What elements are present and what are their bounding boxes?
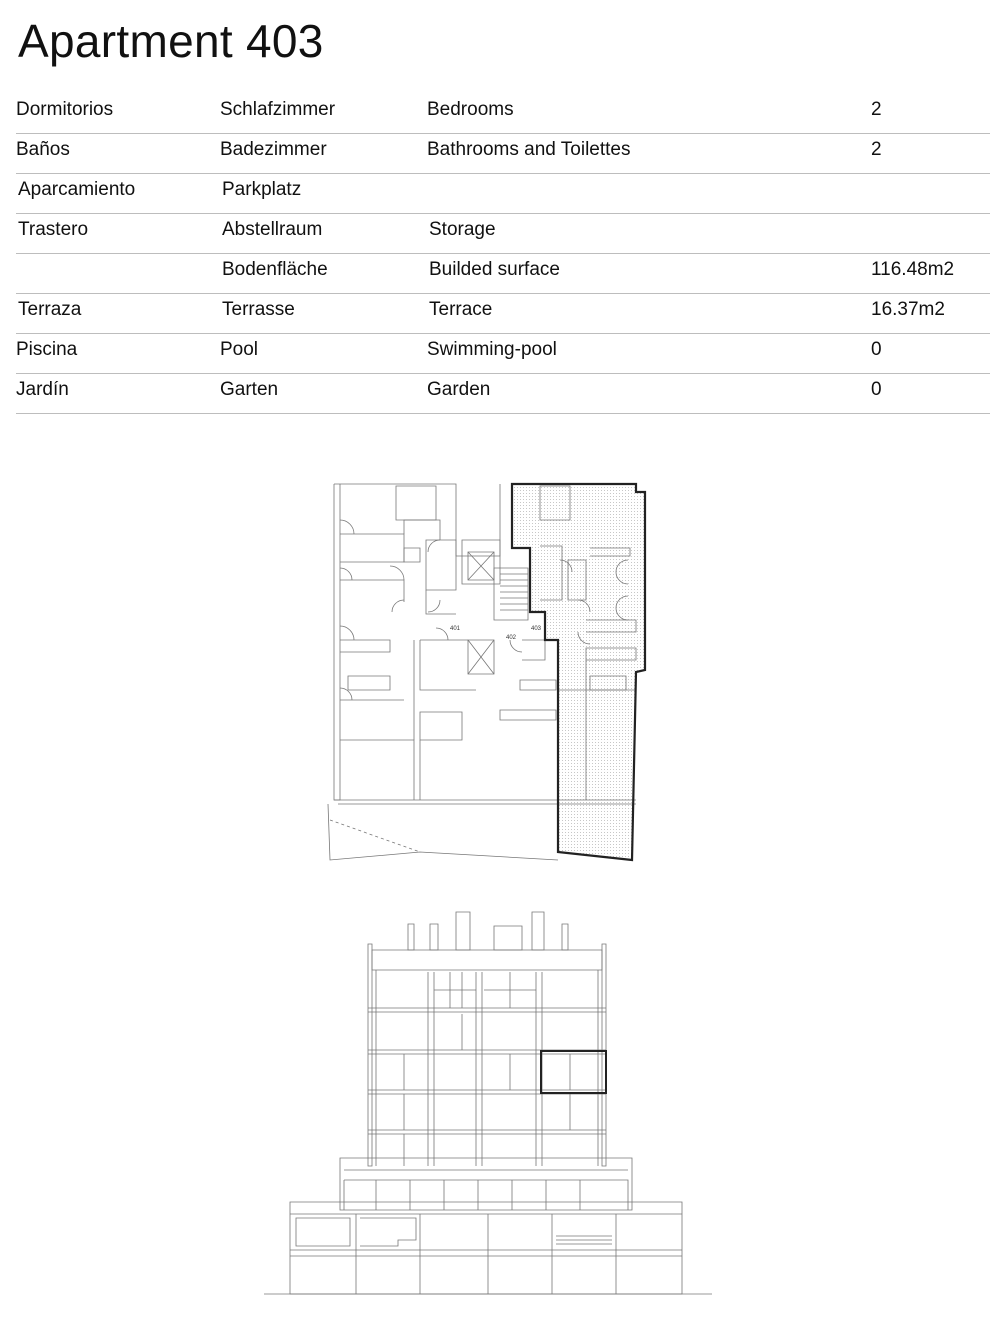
spec-value: 0 [871,379,882,400]
spec-label-en: Bedrooms [427,99,514,120]
spec-label-de: Bodenfläche [222,259,328,280]
spec-value: 16.37m2 [871,299,945,320]
unit-label-403: 403 [531,626,542,632]
spec-label-en: Storage [429,219,496,240]
spec-label-de: Pool [220,339,259,360]
spec-label-de: Abstellraum [222,219,323,240]
spec-label-es: Dormitorios [16,99,114,120]
spec-value: 116.48m2 [871,259,955,280]
spec-label-en: Builded surface [429,259,560,280]
spec-label-es: Terraza [18,299,82,320]
spec-label-de: Parkplatz [222,179,302,200]
unit-label-402: 402 [506,635,517,641]
spec-label-en: Garden [427,379,491,400]
spec-label-de: Badezimmer [220,139,327,160]
spec-value: 2 [871,99,882,120]
spec-label-es: Piscina [16,339,78,360]
spec-label-de: Terrasse [222,299,295,320]
spec-label-es: Jardín [16,379,69,400]
spec-label-de: Schlafzimmer [220,99,336,120]
spec-label-en: Swimming-pool [427,339,557,360]
spec-value: 2 [871,139,882,160]
spec-label-en: Bathrooms and Toilettes [427,139,631,160]
spec-label-en: Terrace [429,299,493,320]
spec-label-es: Trastero [18,219,89,240]
page-title: Apartment 403 [18,15,324,67]
spec-label-es: Baños [16,139,70,160]
unit-label-401: 401 [450,626,461,632]
spec-label-de: Garten [220,379,279,400]
spec-label-es: Aparcamiento [18,179,136,200]
spec-value: 0 [871,339,882,360]
